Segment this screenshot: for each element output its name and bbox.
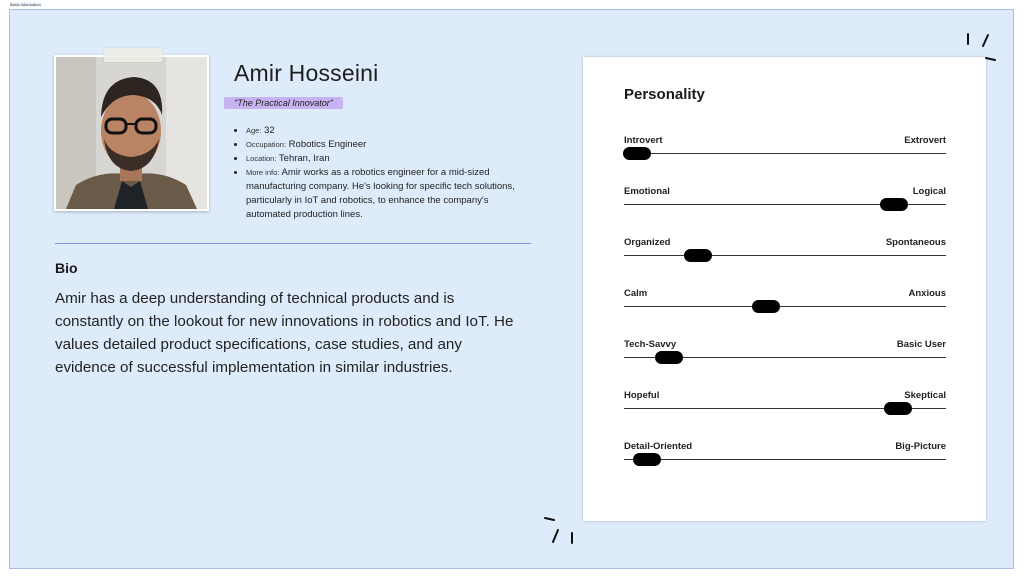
trait-knob[interactable] (623, 147, 651, 160)
trait-left-label: Organized (624, 237, 671, 248)
trait-slider-calm (624, 288, 946, 328)
trait-knob[interactable] (684, 249, 712, 262)
trait-left-label: Hopeful (624, 390, 660, 401)
trait-left-label: Tech-Savvy (624, 339, 677, 350)
trait-right-label: Anxious (908, 288, 946, 299)
trait-track (624, 459, 946, 460)
trait-slider-organized (624, 237, 946, 277)
profile-photo (56, 57, 207, 209)
trait-knob[interactable] (884, 402, 912, 415)
trait-left-label: Calm (624, 288, 648, 299)
trait-left-label: Emotional (624, 186, 670, 197)
tape-decoration (104, 48, 162, 62)
trait-slider-tech-savvy (624, 339, 946, 379)
persona-name: Amir Hosseini (234, 60, 379, 86)
trait-right-label: Big-Picture (895, 441, 946, 452)
fact-age: • Age: 32 (246, 124, 516, 138)
personality-card (583, 57, 986, 521)
trait-right-label: Spontaneous (885, 237, 946, 248)
persona-tagline: "The Practical Innovator" (224, 97, 343, 109)
sparkle-doodle-bottom-left (540, 512, 580, 548)
trait-slider-hopeful (624, 390, 946, 430)
bio-title: Bio (55, 260, 78, 276)
trait-right-label: Logical (912, 186, 946, 197)
trait-track (624, 306, 946, 307)
trait-left-label: Detail-Oriented (624, 441, 693, 452)
persona-facts-list (238, 124, 516, 222)
frame-label: Basic information (10, 2, 41, 7)
trait-right-label: Basic User (896, 339, 946, 350)
trait-slider-introvert (624, 135, 946, 175)
trait-slider-detail-oriented (624, 441, 946, 481)
personality-title: Personality (624, 86, 705, 103)
trait-knob[interactable] (752, 300, 780, 313)
fact-location: • Location: Tehran, Iran (246, 152, 516, 166)
fact-occupation: • Occupation: Robotics Engineer (246, 138, 516, 152)
trait-track (624, 153, 946, 154)
section-divider (55, 243, 531, 244)
sparkle-doodle-top-right (960, 30, 1000, 64)
trait-knob[interactable] (880, 198, 908, 211)
bio-text: Amir has a deep understanding of technical products and is constantly on the lookout for new innovations in robotics and IoT. He values detailed product specifications, case studies, and any evidence of successful implementation in similar industries. (55, 290, 514, 376)
trait-left-label: Introvert (624, 135, 663, 146)
trait-right-label: Skeptical (904, 390, 946, 401)
trait-track (624, 255, 946, 256)
trait-knob[interactable] (655, 351, 683, 364)
trait-knob[interactable] (633, 453, 661, 466)
profile-photo-frame (54, 55, 209, 211)
trait-right-label: Extrovert (904, 135, 946, 146)
fact-more-info: • More info: Amir works as a robotics engineer for a mid-sized manufacturing company. He's looking for specific tech solutions, particularly in IoT and robotics, to enhance the company's automated production lines. (246, 166, 516, 222)
trait-slider-emotional (624, 186, 946, 226)
